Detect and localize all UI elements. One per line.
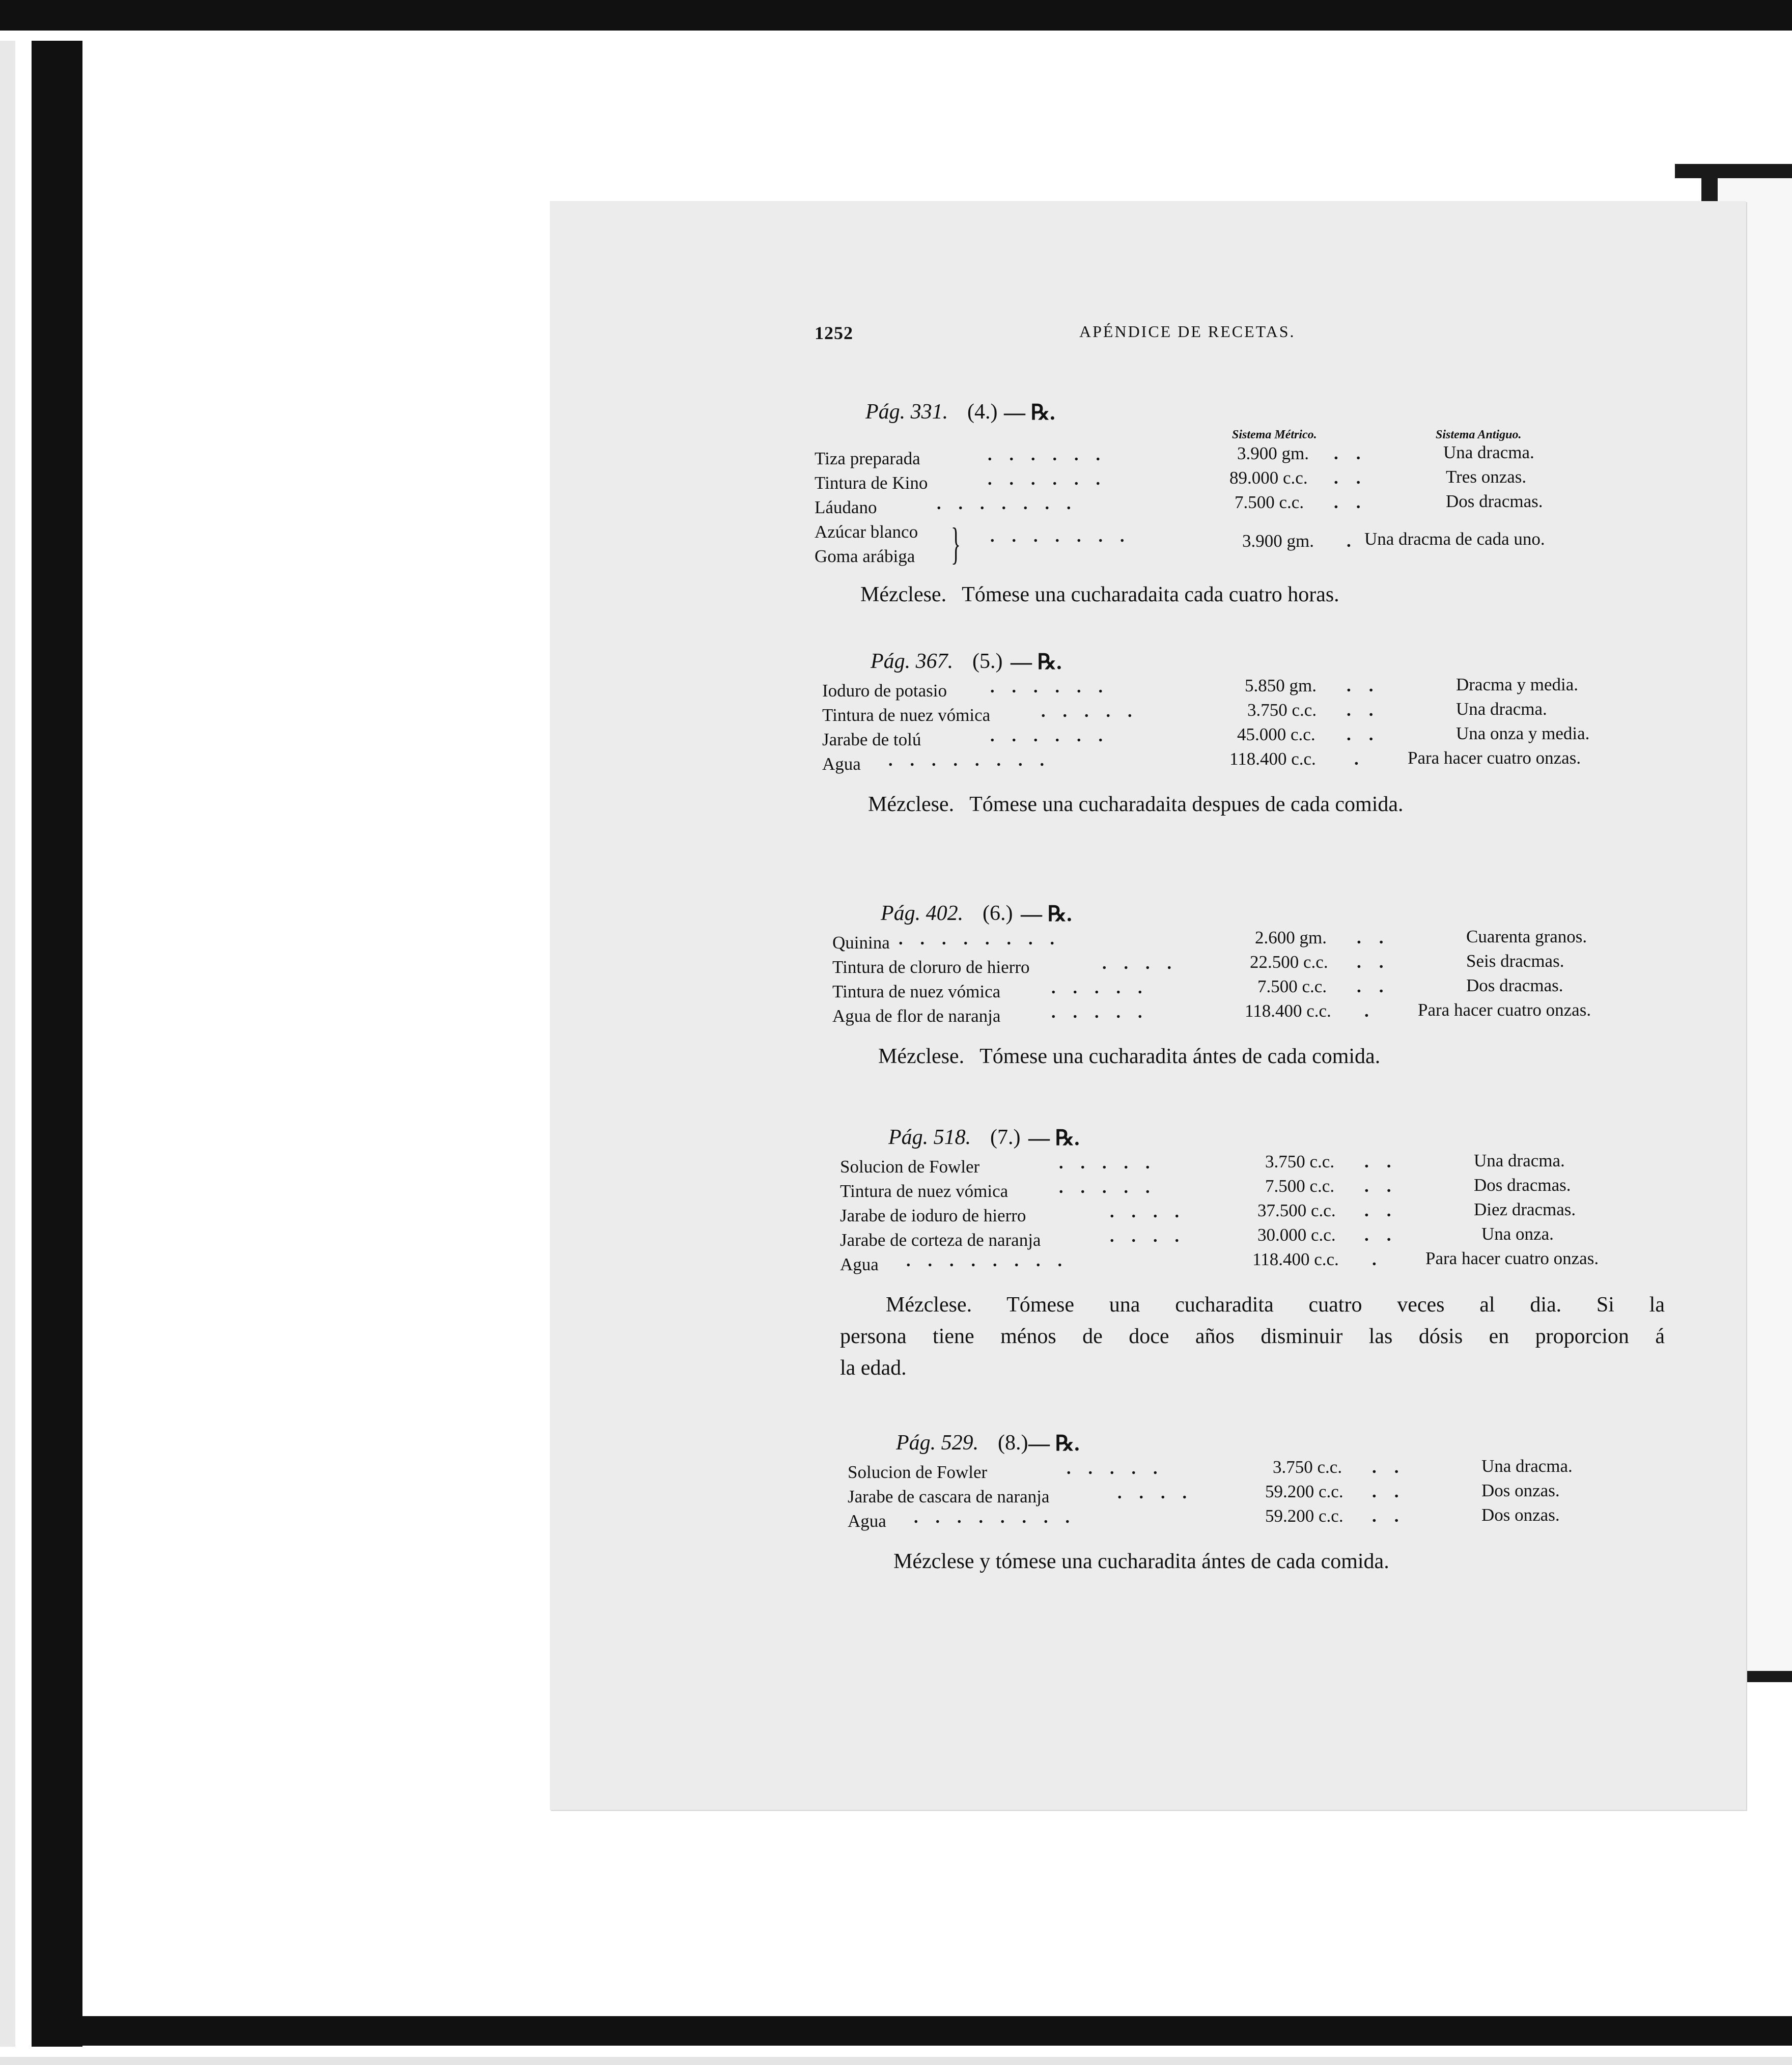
ingredient-name: Tiza preparada xyxy=(815,449,920,468)
page-title: APÉNDICE DE RECETAS. xyxy=(1079,322,1296,341)
metric-dose: 7.500 c.c. xyxy=(1265,1176,1335,1196)
metric-dose: 3.900 gm. xyxy=(1237,443,1309,463)
ingredient-row xyxy=(822,748,1647,778)
recipe-number: (6.) xyxy=(983,902,1013,925)
old-dose: Una onza y media. xyxy=(1456,723,1590,743)
ingredient-name: Láudano xyxy=(815,497,877,517)
metric-dose: 22.500 c.c. xyxy=(1250,952,1328,972)
old-dose: Para hacer cuatro onzas. xyxy=(1408,748,1581,768)
ingredient-name: Tintura de nuez vómica xyxy=(832,982,1001,1001)
page-number: 1252 xyxy=(815,323,853,343)
leader-dots: . . xyxy=(1372,1482,1399,1501)
leader-dots: . . xyxy=(1357,976,1384,996)
ingredient-list xyxy=(815,442,1639,573)
ingredient-name: Goma arábiga xyxy=(815,546,915,566)
rx-symbol: — ℞. xyxy=(1021,903,1072,926)
ingredient-row xyxy=(832,1000,1657,1030)
recipe-7 xyxy=(840,1125,1665,1384)
metric-dose: 3.750 c.c. xyxy=(1273,1457,1342,1477)
instruction xyxy=(848,1546,1672,1577)
ingredient-name: Agua xyxy=(848,1511,886,1531)
page-reference: Pág. 402. xyxy=(881,902,964,925)
old-dose: Una dracma. xyxy=(1474,1151,1565,1170)
film-frame-top xyxy=(0,0,1792,31)
old-dose: Tres onzas. xyxy=(1446,467,1527,487)
leader-dots: . xyxy=(1364,1001,1369,1021)
recipe-heading xyxy=(832,901,1657,930)
leader-dots: . . xyxy=(1347,724,1374,744)
ingredient-list xyxy=(832,927,1657,1030)
metric-dose: 118.400 c.c. xyxy=(1229,749,1316,769)
leader-dots: ....... xyxy=(990,527,1142,546)
old-dose: Dos onzas. xyxy=(1481,1481,1560,1500)
running-head xyxy=(815,322,1711,348)
recipe-8 xyxy=(848,1431,1672,1577)
metric-dose: 3.750 c.c. xyxy=(1247,700,1317,720)
rx-symbol: — ℞. xyxy=(1004,401,1055,425)
book-cover-edge-top xyxy=(1675,164,1792,178)
old-column-header: Sistema Antiguo. xyxy=(1436,428,1522,441)
old-dose: Una dracma. xyxy=(1443,442,1534,462)
ingredient-name: Solucion de Fowler xyxy=(848,1462,988,1482)
metric-dose: 118.400 c.c. xyxy=(1245,1001,1331,1021)
leader-dots: . . xyxy=(1364,1201,1391,1220)
film-frame-left xyxy=(32,41,82,2047)
leader-dots: . xyxy=(1354,749,1359,769)
ingredient-name: Jarabe de tolú xyxy=(822,730,921,749)
old-dose: Seis dracmas. xyxy=(1466,951,1564,971)
leader-dots: . . xyxy=(1364,1225,1391,1245)
ingredient-name: Ioduro de potasio xyxy=(822,681,947,701)
instruction-text: Tómese una cucharadaita despues de cada comida. xyxy=(969,793,1404,816)
page-reference: Pág. 529. xyxy=(896,1431,979,1455)
old-dose: Una onza. xyxy=(1481,1224,1554,1244)
leader-dots: . . xyxy=(1364,1152,1391,1171)
leader-dots: . xyxy=(1347,531,1351,551)
instruction-text: Tómese una cucharadita ántes de cada comida. xyxy=(979,1045,1381,1068)
leader-dots: ...... xyxy=(990,727,1120,745)
old-dose: Una dracma de cada uno. xyxy=(1364,529,1545,549)
leader-dots: . . xyxy=(1357,952,1384,972)
ingredient-row xyxy=(815,491,1639,522)
leader-dots: .... xyxy=(1110,1203,1196,1221)
ingredient-row xyxy=(840,1248,1665,1279)
leader-dots: .... xyxy=(1117,1484,1204,1502)
film-frame-left-edge xyxy=(0,41,15,2047)
instruction-text: la edad. xyxy=(840,1356,907,1380)
leader-dots: ..... xyxy=(1067,1459,1175,1478)
leader-dots: . . xyxy=(1334,468,1361,488)
leader-dots: . . xyxy=(1372,1457,1399,1477)
leader-dots: .... xyxy=(1102,954,1189,973)
instruction-lead: Mézclese. xyxy=(860,583,947,606)
leader-dots: . . xyxy=(1357,928,1384,947)
leader-dots: ........ xyxy=(899,930,1072,948)
instruction-text: Mézclese y tómese una cucharadita ántes de cada comida. xyxy=(893,1550,1389,1573)
recipe-number: (8.) xyxy=(998,1431,1028,1455)
metric-column-header: Sistema Métrico. xyxy=(1232,428,1317,441)
recipe-4 xyxy=(815,400,1639,610)
ingredient-name: Tintura de nuez vómica xyxy=(840,1181,1009,1201)
old-dose: Dracma y media. xyxy=(1456,675,1579,694)
old-dose: Dos dracmas. xyxy=(1446,491,1543,511)
leader-dots: ..... xyxy=(1041,702,1150,721)
old-dose: Dos onzas. xyxy=(1481,1505,1560,1525)
leader-dots: . . xyxy=(1347,700,1374,720)
ingredient-name: Agua xyxy=(840,1254,879,1274)
instruction-lead: Mézclese. xyxy=(878,1045,965,1068)
old-dose: Una dracma. xyxy=(1456,699,1547,719)
instruction-text: persona tiene ménos de doce años disminuir las dósis en proporcion á xyxy=(840,1325,1665,1348)
instruction-lead: Mézclese. xyxy=(886,1293,972,1317)
recipe-6 xyxy=(832,901,1657,1072)
leader-dots: . xyxy=(1372,1249,1377,1269)
rx-symbol: — ℞. xyxy=(1011,651,1062,674)
rx-symbol: — ℞. xyxy=(1028,1432,1080,1456)
film-frame-gap xyxy=(0,31,1792,41)
ingredient-name: Quinina xyxy=(832,933,890,953)
ingredient-list xyxy=(840,1151,1665,1279)
page-reference: Pág. 518. xyxy=(888,1126,971,1149)
metric-dose: 89.000 c.c. xyxy=(1229,468,1308,488)
ingredient-name: Agua xyxy=(822,754,861,774)
old-dose: Cuarenta granos. xyxy=(1466,927,1587,946)
ingredient-list xyxy=(848,1456,1672,1536)
leader-dots: ..... xyxy=(1051,1003,1160,1022)
leader-dots: ....... xyxy=(937,494,1088,513)
rx-symbol: — ℞. xyxy=(1028,1127,1080,1150)
brace-symbol: } xyxy=(951,519,961,569)
leader-dots: ..... xyxy=(1059,1154,1167,1173)
ingredient-name: Jarabe de corteza de naranja xyxy=(840,1230,1041,1250)
metric-dose: 37.500 c.c. xyxy=(1257,1201,1336,1220)
leader-dots: . . xyxy=(1372,1506,1399,1526)
leader-dots: ...... xyxy=(988,445,1117,464)
leader-dots: . . xyxy=(1334,443,1361,463)
leader-dots: ........ xyxy=(914,1508,1087,1527)
instruction xyxy=(840,1289,1665,1384)
recipe-number: (4.) xyxy=(967,400,998,424)
leader-dots: . . xyxy=(1364,1176,1391,1196)
ingredient-name: Tintura de nuez vómica xyxy=(822,705,991,725)
leader-dots: .... xyxy=(1110,1227,1196,1246)
ingredient-row xyxy=(848,1505,1672,1536)
leader-dots: ...... xyxy=(990,678,1120,696)
instruction-text: Tómese una cucharadita cuatro veces al dia. Si la xyxy=(1006,1293,1665,1317)
leader-dots: ...... xyxy=(988,470,1117,489)
leader-dots: ..... xyxy=(1059,1178,1167,1197)
metric-dose: 3.750 c.c. xyxy=(1265,1152,1335,1171)
page-reference: Pág. 367. xyxy=(871,650,954,673)
leader-dots: ........ xyxy=(888,751,1061,770)
old-dose: Para hacer cuatro onzas. xyxy=(1418,1000,1591,1020)
film-frame-bottom-edge xyxy=(0,2057,1792,2065)
old-dose: Una dracma. xyxy=(1481,1456,1573,1476)
ingredient-name: Azúcar blanco xyxy=(815,522,918,542)
leader-dots: . . xyxy=(1347,676,1374,695)
metric-dose: 5.850 gm. xyxy=(1245,676,1317,695)
recipe-heading xyxy=(848,1431,1672,1459)
recipe-number: (7.) xyxy=(990,1126,1021,1149)
instruction xyxy=(815,579,1639,610)
metric-dose: 59.200 c.c. xyxy=(1265,1482,1343,1501)
instruction xyxy=(832,1041,1657,1072)
metric-dose: 59.200 c.c. xyxy=(1265,1506,1343,1526)
recipe-heading xyxy=(840,1125,1665,1154)
leader-dots: ..... xyxy=(1051,979,1160,997)
ingredient-list xyxy=(822,675,1647,778)
metric-dose: 7.500 c.c. xyxy=(1257,976,1327,996)
instruction-lead: Mézclese. xyxy=(868,793,955,816)
old-dose: Dos dracmas. xyxy=(1474,1175,1571,1195)
metric-dose: 2.600 gm. xyxy=(1255,928,1327,947)
old-dose: Diez dracmas. xyxy=(1474,1199,1576,1219)
old-dose: Dos dracmas. xyxy=(1466,975,1563,995)
ingredient-name: Tintura de cloruro de hierro xyxy=(832,957,1030,977)
ingredient-name: Solucion de Fowler xyxy=(840,1157,980,1177)
metric-dose: 3.900 gm. xyxy=(1242,531,1314,551)
ingredient-name: Jarabe de cascara de naranja xyxy=(848,1487,1050,1506)
ingredient-name: Jarabe de ioduro de hierro xyxy=(840,1206,1026,1225)
metric-dose: 30.000 c.c. xyxy=(1257,1225,1336,1245)
metric-dose: 118.400 c.c. xyxy=(1252,1249,1339,1269)
instruction xyxy=(822,789,1647,820)
leader-dots: ........ xyxy=(906,1251,1079,1270)
recipe-5 xyxy=(822,649,1647,820)
old-dose: Para hacer cuatro onzas. xyxy=(1425,1248,1599,1268)
metric-dose: 7.500 c.c. xyxy=(1235,492,1304,512)
instruction-text: Tómese una cucharadaita cada cuatro horas. xyxy=(962,583,1339,606)
recipe-number: (5.) xyxy=(972,650,1003,673)
page-reference: Pág. 331. xyxy=(865,400,948,424)
film-frame-bottom xyxy=(32,2016,1792,2046)
ingredient-name: Agua de flor de naranja xyxy=(832,1006,1001,1026)
recipe-heading xyxy=(822,649,1647,678)
metric-dose: 45.000 c.c. xyxy=(1237,724,1315,744)
leader-dots: . . xyxy=(1334,492,1361,512)
braced-ingredients xyxy=(815,519,1639,573)
scanned-page xyxy=(550,201,1746,1810)
ingredient-name: Tintura de Kino xyxy=(815,473,928,493)
recipe-heading xyxy=(815,400,1639,428)
